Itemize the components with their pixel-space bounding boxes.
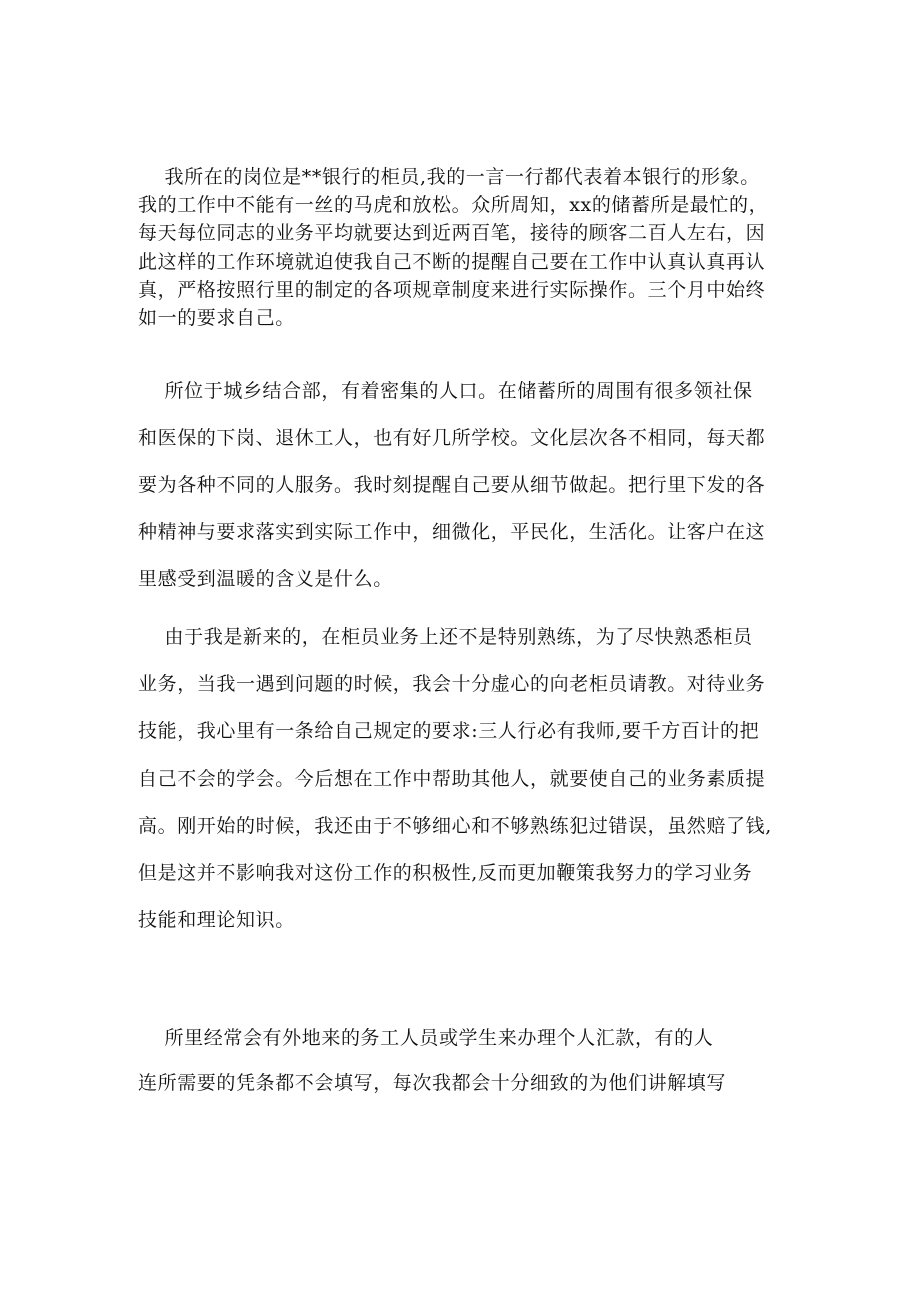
text-line: 技能，我心里有一条给自己规定的要求:三人行必有我师,要千方百计的把 [138, 720, 760, 743]
text-line: 要为各种不同的人服务。我时刻提醒自己要从细节做起。把行里下发的各 [138, 474, 766, 496]
paragraph-4 [138, 1016, 788, 1106]
text-line: 和医保的下岗、退休工人，也有好几所学校。文化层次各不相同，每天都 [138, 427, 766, 449]
text-line: 连所需要的凭条都不会填写，每次我都会十分细致的为他们讲解填写 [138, 1072, 727, 1094]
text-line: 此这样的工作环境就迫使我自己不断的提醒自己要在工作中认真认真再认 [138, 250, 766, 273]
text-line: 业务，当我一遇到问题的时候，我会十分虚心的向老柜员请教。对待业务 [138, 673, 766, 696]
paragraph-3 [138, 614, 788, 944]
text-line: 每天每位同志的业务平均就要达到近两百笔，接待的顾客二百人左右，因 [138, 222, 766, 245]
paragraph-2 [138, 368, 788, 603]
text-line: 高。刚开始的时候，我还由于不够细心和不够熟练犯过错误，虽然赔了钱, [138, 814, 772, 837]
text-line: 由于我是新来的，在柜员业务上还不是特别熟练，为了尽快熟悉柜员 [138, 626, 753, 648]
text-line: 如一的要求自己。 [138, 306, 295, 329]
text-line: 技能和理论知识。 [138, 909, 295, 932]
text-line: 种精神与要求落实到实际工作中，细微化，平民化，生活化。让客户在这 [138, 521, 766, 543]
text-line: 真，严格按照行里的制定的各项规章制度来进行实际操作。三个月中始终 [138, 278, 766, 301]
text-line: 我的工作中不能有一丝的马虎和放松。众所周知，xx的储蓄所是最忙的， [138, 194, 769, 217]
paragraph-1 [138, 163, 788, 332]
text-line: 自己不会的学会。今后想在工作中帮助其他人，就要使自己的业务素质提 [138, 767, 766, 790]
text-line: 我所在的岗位是**银行的柜员,我的一言一行都代表着本银行的形象。 [138, 166, 760, 188]
text-line: 所位于城乡结合部，有着密集的人口。在储蓄所的周围有很多领社保 [138, 380, 753, 402]
text-line: 所里经常会有外地来的务工人员或学生来办理个人汇款，有的人 [138, 1027, 714, 1049]
text-line: 里感受到温暖的含义是什么。 [138, 568, 393, 590]
text-line: 但是这并不影响我对这份工作的积极性,反而更加鞭策我努力的学习业务 [138, 861, 753, 884]
